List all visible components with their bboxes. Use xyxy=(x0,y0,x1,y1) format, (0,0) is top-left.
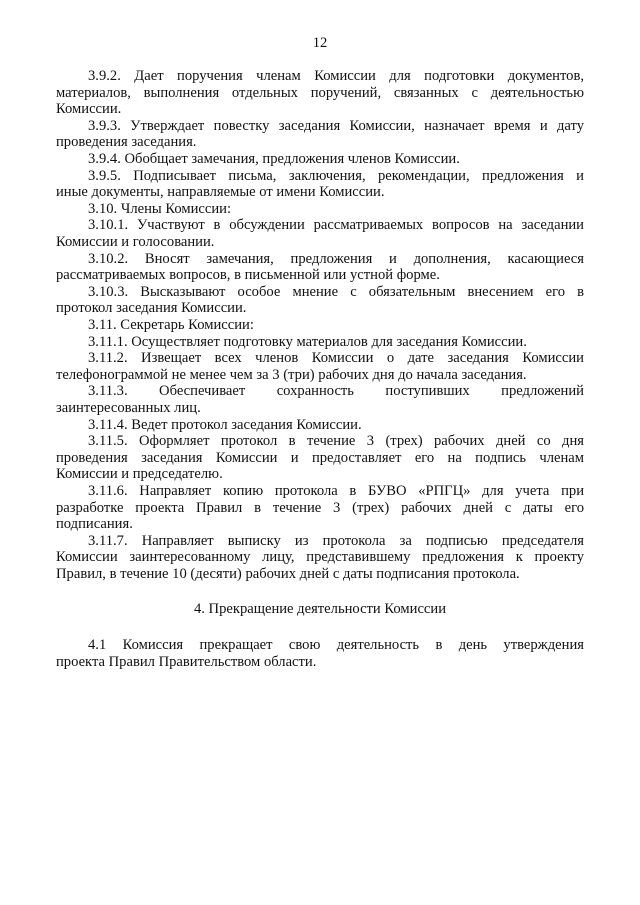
paragraph-line: Комиссии. xyxy=(56,101,122,118)
paragraph-line: рассматриваемых вопросов, в письменной или устной форме. xyxy=(56,267,440,284)
paragraph-line: 3.11.4. Ведет протокол заседания Комиссии. xyxy=(88,416,362,433)
paragraph-line: 3.11.1. Осуществляет подготовку материалов для заседания Комиссии. xyxy=(88,333,527,350)
paragraph-line: протокол заседания Комиссии. xyxy=(56,300,247,317)
paragraph-line: Комиссии заинтересованному лицу, представившему предложения к проекту xyxy=(56,549,584,566)
paragraph-line: иные документы, направляемые от имени Комиссии. xyxy=(56,184,385,201)
paragraph-line: подписания. xyxy=(56,516,133,533)
paragraph-line: 3.10. Члены Комиссии: xyxy=(88,200,232,217)
paragraph-line: 3.11.3. Обеспечивает сохранность поступивших предложений xyxy=(88,383,584,400)
paragraph-line: телефонограммой не менее чем за 3 (три) рабочих дня до начала заседания. xyxy=(56,366,527,383)
paragraph-line: 3.11.7. Направляет выписку из протокола за подписью председателя xyxy=(88,532,584,549)
paragraph-line: 3.9.5. Подписывает письма, заключения, рекомендации, предложения и xyxy=(88,167,584,184)
section4-line: 4.1 Комиссия прекращает свою деятельность в день утверждения xyxy=(88,637,584,654)
paragraph-line: заинтересованных лиц. xyxy=(56,400,201,416)
paragraph-line: 3.10.3. Высказывают особое мнение с обязательным внесением его в xyxy=(88,283,584,300)
paragraph-line: Комиссии и голосовании. xyxy=(56,234,215,250)
paragraph-line: проведения заседания Комиссии и предоставляет его на подпись членам xyxy=(56,449,584,466)
paragraph-line: проведения заседания. xyxy=(56,134,197,151)
paragraph-line: 3.11. Секретарь Комиссии: xyxy=(88,317,254,333)
paragraph-line: материалов, выполнения отдельных поручений, связанных с деятельностью xyxy=(56,84,584,101)
paragraph-line: 3.11.5. Оформляет протокол в течение 3 (трех) рабочих дней со дня xyxy=(88,433,584,450)
paragraph-line: 3.10.1. Участвуют в обсуждении рассматриваемых вопросов на заседании xyxy=(88,217,584,234)
paragraph-line: Правил, в течение 10 (десяти) рабочих дней с даты подписания протокола. xyxy=(56,566,520,582)
section4-line: проекта Правил Правительством области. xyxy=(56,653,317,670)
paragraph-line: 3.9.2. Дает поручения членам Комиссии для подготовки документов, xyxy=(88,68,584,84)
paragraph-line: 3.11.6. Направляет копию протокола в БУВО «РПГЦ» для учета при xyxy=(88,483,584,499)
paragraph-line: разработке проекта Правил в течение 3 (трех) рабочих дней с даты его xyxy=(56,499,584,516)
paragraph-line: 3.9.3. Утверждает повестку заседания Комиссии, назначает время и дату xyxy=(88,117,584,134)
paragraph-line: 3.9.4. Обобщает замечания, предложения членов Комиссии. xyxy=(88,151,460,167)
paragraph-line: 3.11.2. Извещает всех членов Комиссии о дате заседания Комиссии xyxy=(88,350,584,367)
paragraph-line: Комиссии и председателю. xyxy=(56,466,223,483)
page-number: 12 xyxy=(312,35,328,51)
paragraph-line: 3.10.2. Вносят замечания, предложения и дополнения, касающиеся xyxy=(88,250,584,267)
section-heading: 4. Прекращение деятельности Комиссии xyxy=(193,600,447,617)
